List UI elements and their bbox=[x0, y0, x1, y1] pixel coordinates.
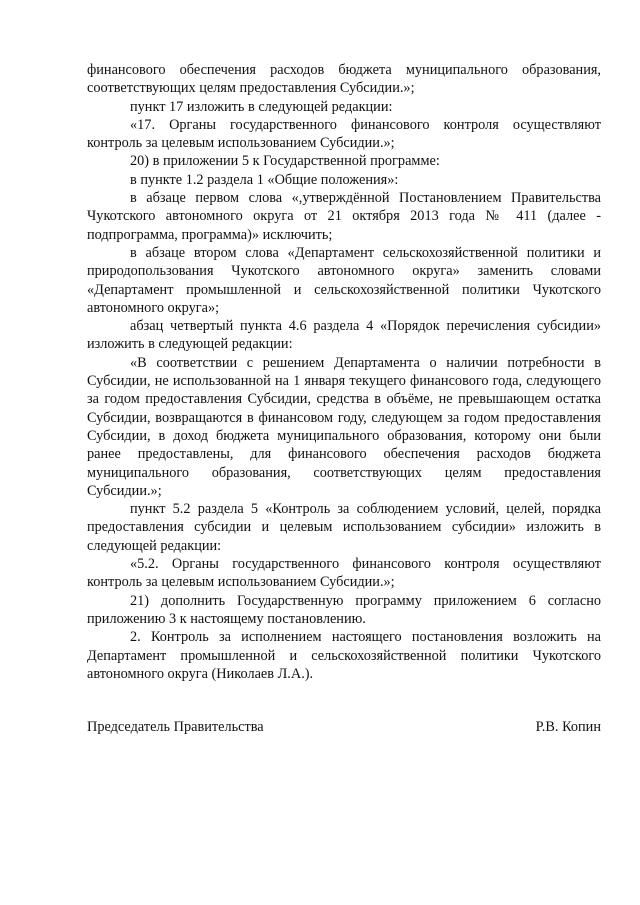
paragraph: пункт 5.2 раздела 5 «Контроль за соблюдением условий, целей, порядка предоставления субсидии и целевым использованием субсидии» изложить в следующей редакции: bbox=[87, 501, 601, 554]
document-body bbox=[87, 61, 601, 683]
paragraph: в пункте 1.2 раздела 1 «Общие положения»: bbox=[130, 171, 399, 188]
paragraph: в абзаце первом слова «,утверждённой Постановлением Правительства Чукотского автономного округа от 21 октября 2013 года № 411 (далее - подпрограмма, программа)» исключить; bbox=[87, 190, 601, 243]
paragraph: «В соответствии с решением Департамента о наличии потребности в Субсидии, не использованной на 1 января текущего финансового года, следующего за годом предоставления Субсидии, средства в объёме, не превышающем остатка Субсидии, возвращаются в финансовом году, следующем за годом предоставления Субсидии, в доход бюджета муниципального образования, которому они были ранее предоставлены, для финансового обеспечения расходов бюджета муниципального образования, соответствующих целям предоставления Субсидии.»; bbox=[87, 354, 601, 499]
paragraph: 20) в приложении 5 к Государственной программе: bbox=[130, 153, 440, 170]
signatory-name: Р.В. Копин bbox=[535, 719, 601, 735]
paragraph: 21) дополнить Государственную программу приложением 6 согласно приложению 3 к настоящему постановлению. bbox=[87, 592, 601, 627]
paragraph: «17. Органы государственного финансового контроля осуществляют контроль за целевым использованием Субсидии.»; bbox=[87, 116, 601, 152]
paragraph: абзац четвертый пункта 4.6 раздела 4 «Порядок перечисления субсидии» изложить в следующей редакции: bbox=[87, 318, 601, 353]
paragraph: «5.2. Органы государственного финансового контроля осуществляют контроль за целевым использованием Субсидии.»; bbox=[87, 556, 601, 591]
paragraph: в абзаце втором слова «Департамент сельскохозяйственной политики и природопользования Чукотского автономного округа» заменить словами «Департамент промышленной и сельскохозяйственной политики Чукотского автономного округа»; bbox=[87, 244, 601, 316]
signatory-title: Председатель Правительства bbox=[87, 719, 264, 735]
paragraph: финансового обеспечения расходов бюджета муниципального образования, соответствующих целям предоставления Субсидии.»; bbox=[87, 62, 601, 97]
paragraph: пункт 17 изложить в следующей редакции: bbox=[130, 98, 393, 115]
paragraph: 2. Контроль за исполнением настоящего постановления возложить на Департамент промышленной и сельскохозяйственной политики Чукотского автономного округа (Николаев Л.А.). bbox=[87, 629, 601, 682]
